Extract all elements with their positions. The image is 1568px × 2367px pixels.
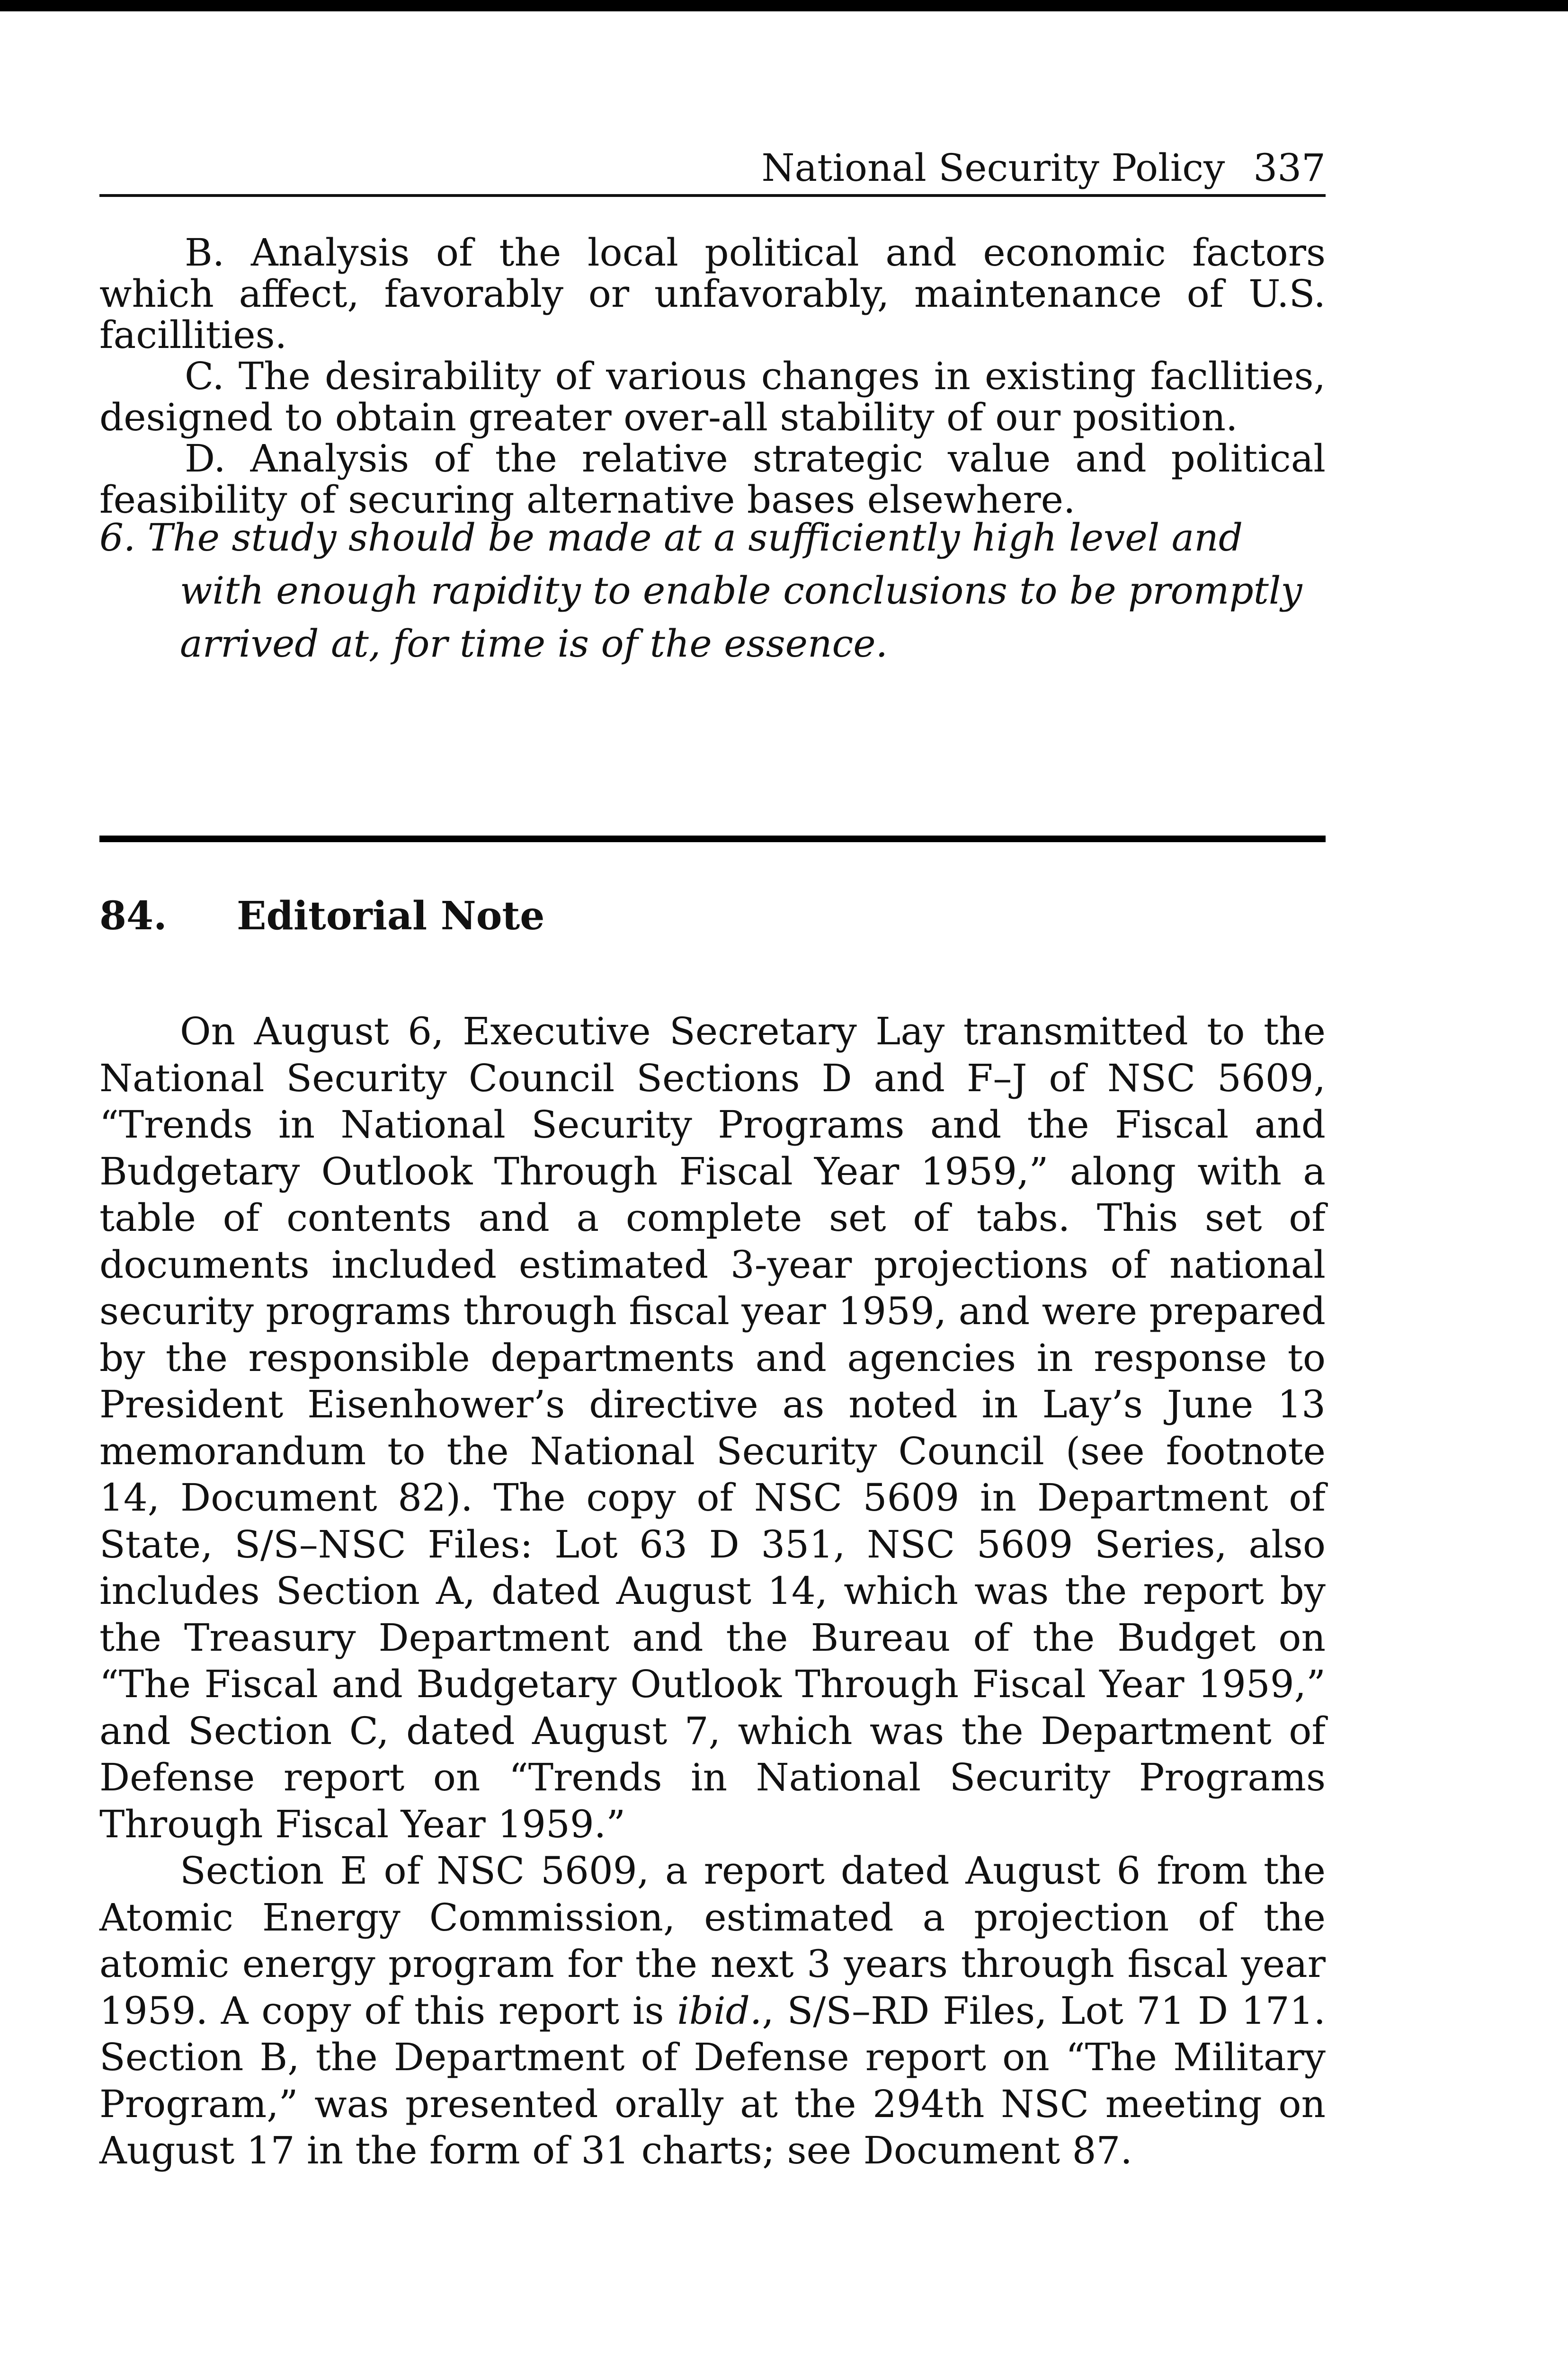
page-top-border — [0, 0, 1568, 11]
paragraph-2-text-b: , S/S–RD Files, Lot 71 D 171. Section B, the Department of Defense report on “The Military Program,” was presented orally at the 294th NSC meeting on August 17 in the form of 31 charts; see Document 87. — [99, 1988, 1326, 2172]
document-title: Editorial Note — [237, 893, 545, 939]
paragraph-1: On August 6, Executive Secretary Lay transmitted to the National Security Council Sections D and F–J of NSC 5609, “Trends in National Security Programs and the Fiscal and Budgetary Outlook Through Fiscal Year 1959,” along with a table of contents and a complete set of tabs. This set of documents included estimated 3-year projections of national security programs through fiscal year 1959, and were prepared by the responsible departments and agencies in response to President Eisenhower’s directive as noted in Lay’s June 13 memorandum to the National Security Council (see footnote 14, Document 82). The copy of NSC 5609 in Department of State, S/S–NSC Files: Lot 63 D 351, NSC 5609 Series, also includes Section A, dated August 14, which was the report by the Treasury Department and the Bureau of the Budget on “The Fiscal and Budgetary Outlook Through Fiscal Year 1959,” and Section C, dated August 7, which was the Department of Defense report on “Trends in National Security Programs Through Fiscal Year 1959.” — [99, 1009, 1326, 1846]
sub-items-list — [99, 232, 1326, 520]
sub-item-b: B. Analysis of the local political and economic factors which affect, favorably or unfavorably, maintenance of U.S. facillities. — [99, 231, 1326, 357]
running-head-title: National Security Policy — [761, 146, 1225, 190]
editorial-note-body — [99, 1008, 1326, 2174]
paragraph-2-ibid: ibid. — [677, 1988, 762, 2033]
sub-item-d: D. Analysis of the relative strategic value and political feasibility of securing alternative bases elsewhere. — [99, 436, 1326, 522]
running-head — [99, 142, 1326, 197]
paragraph-2-text-a: Section E of NSC 5609, a report dated August 6 from the Atomic Energy Commission, estimated a projection of the atomic energy program for the next 3 years through fiscal year 1959. A copy of this report is — [99, 1849, 1326, 2033]
point-6-text: 6. The study should be made at a sufficiently high level and with enough rapidity to enable conclusions to be promptly arrived at, for time is of the essence. — [99, 516, 1302, 666]
section-divider-rule — [99, 836, 1326, 842]
sub-item-c: C. The desirability of various changes in existing facllities, designed to obtain greater over-all stability of our position. — [99, 354, 1326, 439]
paragraph-2 — [99, 1848, 1326, 2174]
document-heading — [99, 890, 1326, 942]
document-number: 84. — [99, 893, 167, 939]
page-number: 337 — [1253, 146, 1326, 190]
